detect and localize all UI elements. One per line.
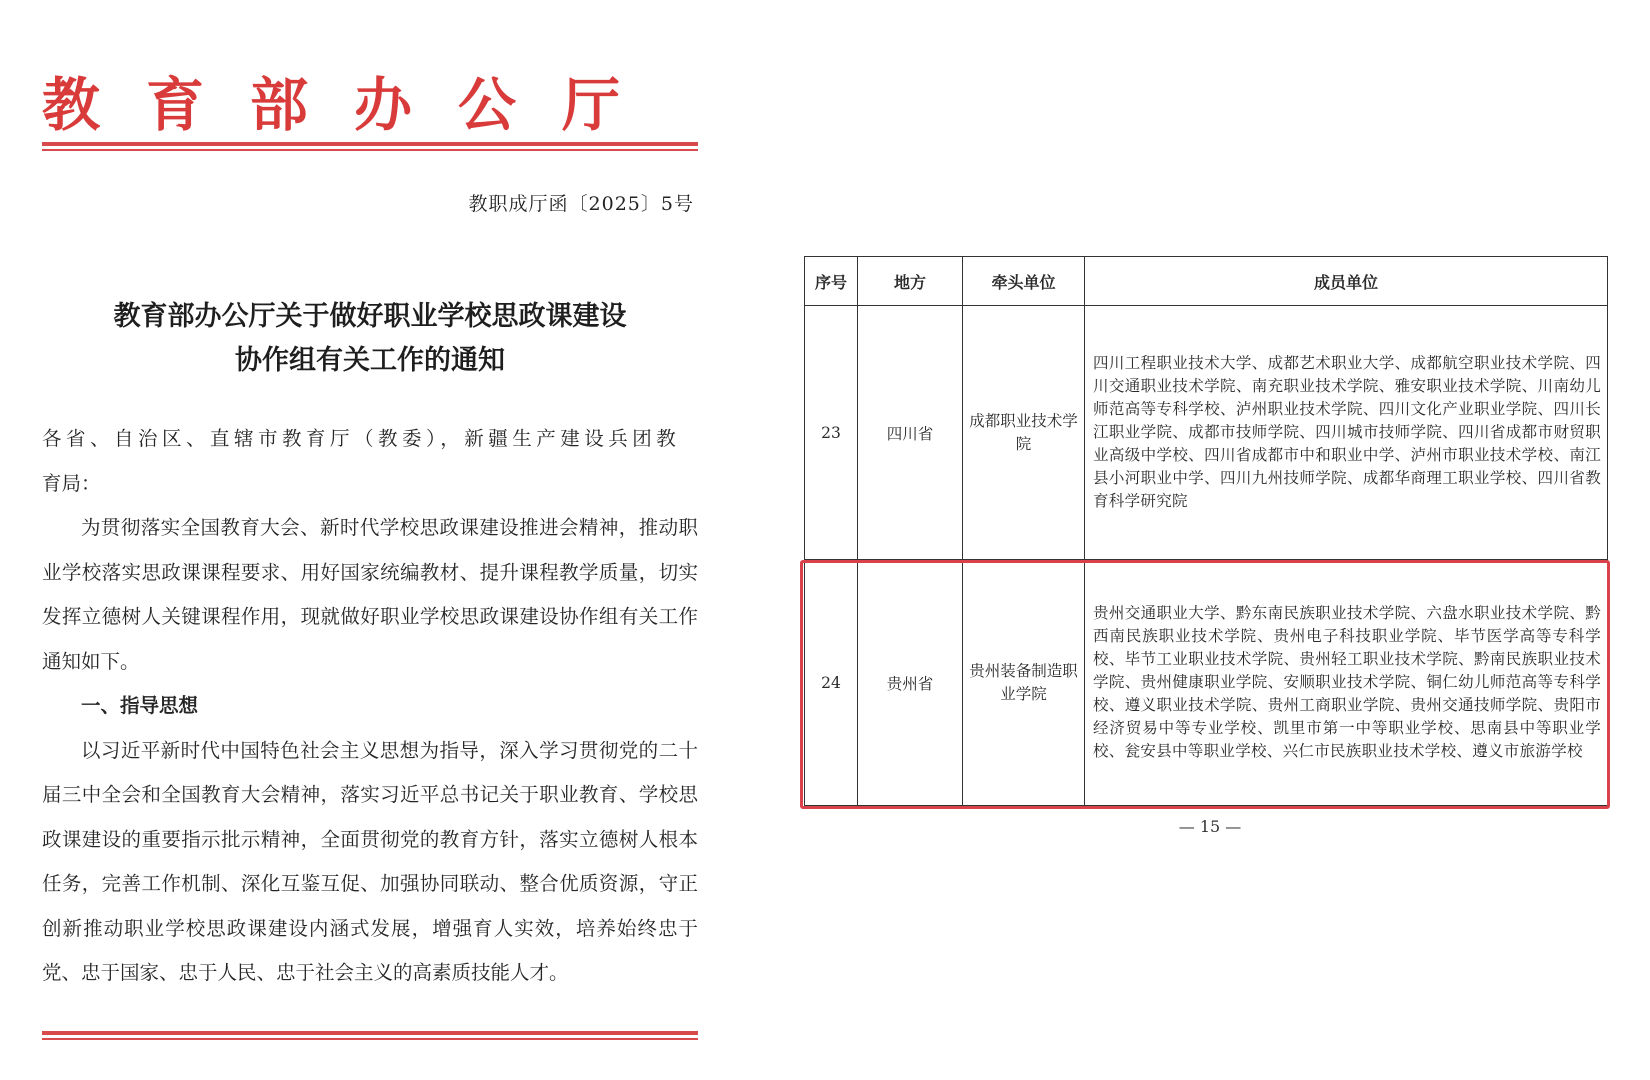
letterhead-title: 教育部办公厅 xyxy=(42,71,667,139)
recipients-line-2: 育局： xyxy=(42,471,101,495)
page-number: — 15 — xyxy=(1178,817,1242,836)
document-number: 教职成厅函〔2025〕5号 xyxy=(468,193,694,215)
row-lead-unit: 贵州装备制造职业学院 xyxy=(963,560,1085,806)
heading-line-2: 协作组有关工作的通知 xyxy=(235,345,505,376)
member-units-table xyxy=(804,256,1608,806)
header-lead-unit: 牵头单位 xyxy=(963,257,1085,306)
row-members: 贵州交通职业大学、黔东南民族职业技术学院、六盘水职业技术学院、黔西南民族职业技术学院、贵州电子科技职业学院、毕节医学高等专科学校、毕节工业职业技术学院、贵州轻工职业技术学院、黔南民族职业技术学院、贵州健康职业学院、安顺职业技术学院、铜仁幼儿师范高等专科学校、遵义职业技术学院、贵州工商职业学院、贵州交通技师学院、贵阳市经济贸易中等专业学校、凯里市第一中等职业学校、思南县中等职业学校、瓮安县中等职业学校、兴仁市民族职业技术学校、遵义市旅游学校 xyxy=(1085,560,1608,806)
table-row xyxy=(805,560,1608,806)
row-members: 四川工程职业技术大学、成都艺术职业大学、成都航空职业技术学院、四川交通职业技术学院、南充职业技术学院、雅安职业技术学院、川南幼儿师范高等专科学校、泸州职业技术学院、四川文化产业职业学院、四川长江职业学院、成都市技师学院、四川城市技师学院、四川省成都市财贸职业高级中学校、四川省成都市中和职业中学、泸州市职业技术学校、南江县小河职业中学、四川九州技师学院、成都华商理工职业学校、四川省教育科学研究院 xyxy=(1085,306,1608,560)
row-index: 23 xyxy=(805,306,858,560)
row-region: 贵州省 xyxy=(858,560,963,806)
header-members: 成员单位 xyxy=(1085,257,1608,306)
section-1-paragraph: 以习近平新时代中国特色社会主义思想为指导，深入学习贯彻党的二十届三中全会和全国教育大会精神，落实习近平总书记关于职业教育、学校思政课建设的重要指示批示精神，全面贯彻党的教育方针，落实立德树人根本任务，完善工作机制、深化互鉴互促、加强协同联动、整合优质资源，守正创新推动职业学校思政课建设内涵式发展，增强育人实效，培养始终忠于党、忠于国家、忠于人民、忠于社会主义的高素质技能人才。 xyxy=(42,738,698,984)
recipients-line-1: 各省、自治区、直辖市教育厅（教委），新疆生产建设兵团教 xyxy=(42,427,681,450)
document-heading xyxy=(42,295,698,383)
footer-red-rule xyxy=(42,1031,698,1040)
table-row xyxy=(805,306,1608,560)
row-index: 24 xyxy=(805,560,858,806)
row-region: 四川省 xyxy=(858,306,963,560)
table-header-row xyxy=(805,257,1608,306)
document-body xyxy=(42,417,698,996)
intro-paragraph: 为贯彻落实全国教育大会、新时代学校思政课建设推进会精神，推动职业学校落实思政课课程要求、用好国家统编教材、提升课程教学质量，切实发挥立德树人关键课程作用，现就做好职业学校思政课建设协作组有关工作通知如下。 xyxy=(42,516,698,673)
header-region: 地方 xyxy=(858,257,963,306)
letterhead-red-rule xyxy=(42,142,698,151)
notice-page xyxy=(0,0,730,1080)
header-index: 序号 xyxy=(805,257,858,306)
heading-line-1: 教育部办公厅关于做好职业学校思政课建设 xyxy=(113,301,627,332)
row-lead-unit: 成都职业技术学院 xyxy=(963,306,1085,560)
section-1-title: 一、指导思想 xyxy=(81,694,199,717)
